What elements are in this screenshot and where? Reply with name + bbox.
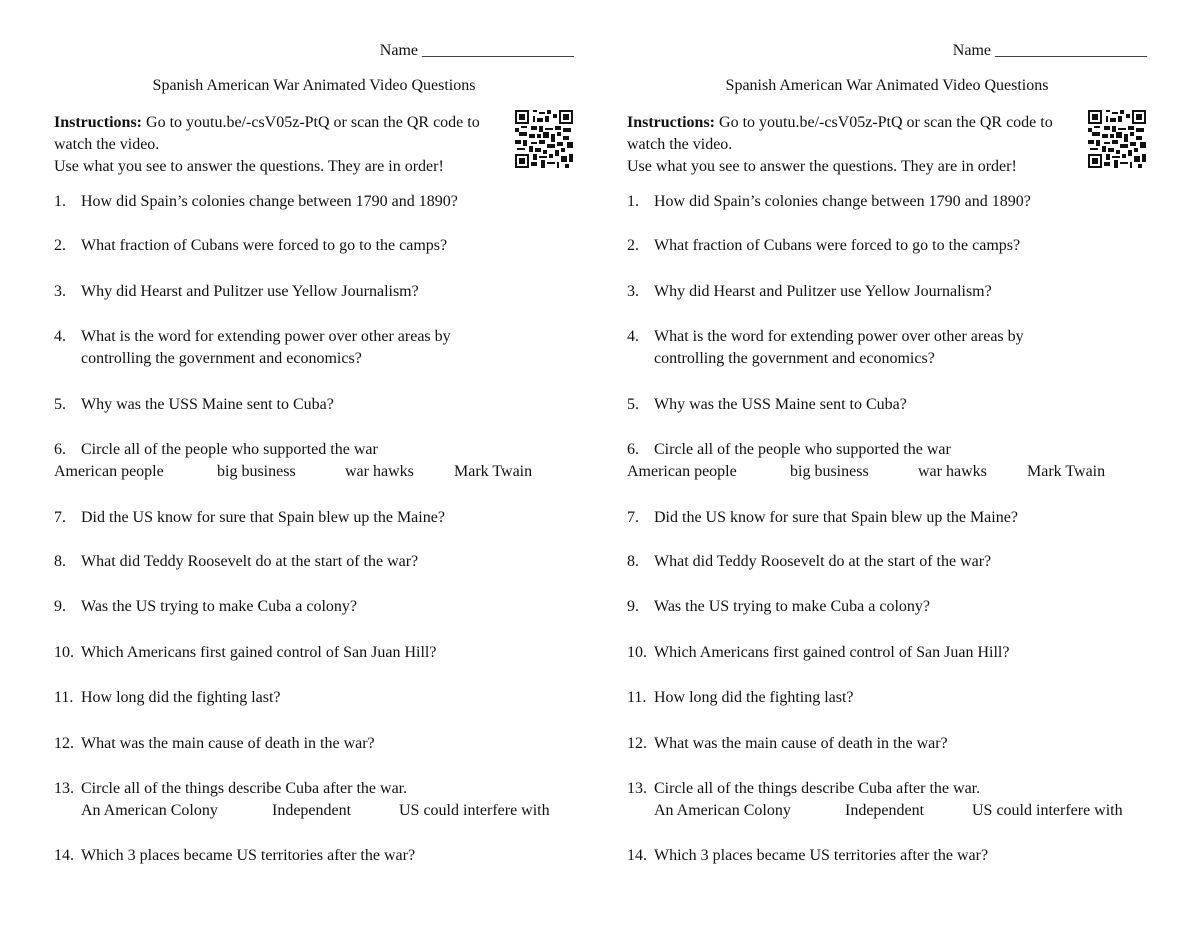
question-text: Which 3 places became US territories after the war? xyxy=(81,847,416,864)
question-text: What did Teddy Roosevelt do at the start of the war? xyxy=(654,553,992,570)
question-text: How long did the fighting last? xyxy=(81,689,281,706)
question-text: Did the US know for sure that Spain blew up the Maine? xyxy=(654,509,1018,526)
choice: US could interfere with xyxy=(972,802,1123,819)
instructions-text: Go to youtu.be/-csV05z-PtQ or scan the QR code to watch the video. xyxy=(54,114,480,153)
question-10 xyxy=(54,642,584,664)
name-line: Name ___________________ xyxy=(952,42,1147,59)
question-number: 13. xyxy=(627,780,647,797)
question-number: 1. xyxy=(54,193,66,210)
question-number: 7. xyxy=(54,509,66,526)
question-1 xyxy=(627,191,1157,213)
question-text: Which Americans first gained control of San Juan Hill? xyxy=(654,644,1010,661)
question-6 xyxy=(627,439,1157,461)
choice: An American Colony xyxy=(654,802,791,819)
question-4 xyxy=(627,326,1157,370)
question-number: 10. xyxy=(54,644,74,661)
choice: An American Colony xyxy=(81,802,218,819)
choice: war hawks xyxy=(918,463,987,480)
question-text: Circle all of the people who supported the war xyxy=(81,441,378,458)
question-number: 11. xyxy=(627,689,647,706)
choice: big business xyxy=(217,463,296,480)
question-text: What is the word for extending power over other areas by xyxy=(81,328,451,345)
choice: Mark Twain xyxy=(1027,463,1106,480)
question-3 xyxy=(627,281,1157,303)
question-text: Did the US know for sure that Spain blew up the Maine? xyxy=(81,509,445,526)
question-12 xyxy=(627,733,1157,755)
question-2 xyxy=(627,235,1157,257)
question-number: 5. xyxy=(627,396,639,413)
question-text: Why was the USS Maine sent to Cuba? xyxy=(654,396,907,413)
question-14 xyxy=(54,845,584,867)
question-text: Was the US trying to make Cuba a colony? xyxy=(81,598,357,615)
page-title: Spanish American War Animated Video Questions xyxy=(152,77,476,94)
question-4 xyxy=(54,326,584,370)
question-text: What did Teddy Roosevelt do at the start of the war? xyxy=(81,553,419,570)
question-9 xyxy=(627,596,1157,618)
question-7 xyxy=(54,507,584,529)
choice: American people xyxy=(627,463,737,480)
choice: Independent xyxy=(272,802,352,819)
name-line: Name ___________________ xyxy=(379,42,574,59)
choice: American people xyxy=(54,463,164,480)
question-text: Was the US trying to make Cuba a colony? xyxy=(654,598,930,615)
question-number: 3. xyxy=(627,283,639,300)
page-title: Spanish American War Animated Video Questions xyxy=(725,77,1049,94)
instructions-label: Instructions: xyxy=(54,114,143,131)
choice: war hawks xyxy=(345,463,414,480)
instructions-text: Go to youtu.be/-csV05z-PtQ or scan the QR code to watch the video. xyxy=(627,114,1053,153)
instructions-line2: Use what you see to answer the questions. They are in order! xyxy=(627,158,1017,175)
question-number: 14. xyxy=(54,847,74,864)
question-8 xyxy=(627,551,1157,573)
question-number: 5. xyxy=(54,396,66,413)
instructions xyxy=(54,112,504,178)
question-text: How did Spain’s colonies change between 1790 and 1890? xyxy=(654,193,1031,210)
question-text: Which 3 places became US territories after the war? xyxy=(654,847,989,864)
question-number: 12. xyxy=(627,735,647,752)
question-number: 11. xyxy=(54,689,74,706)
question-7 xyxy=(627,507,1157,529)
worksheet-right xyxy=(627,0,1157,927)
question-11 xyxy=(54,687,584,709)
question-text: What is the word for extending power over other areas by xyxy=(654,328,1024,345)
question-text: How did Spain’s colonies change between 1790 and 1890? xyxy=(81,193,458,210)
question-number: 6. xyxy=(627,441,639,458)
question-1 xyxy=(54,191,584,213)
question-number: 3. xyxy=(54,283,66,300)
question-number: 6. xyxy=(54,441,66,458)
qr-code-icon xyxy=(515,110,573,168)
question-text: Why did Hearst and Pulitzer use Yellow Journalism? xyxy=(81,283,419,300)
question-number: 14. xyxy=(627,847,647,864)
question-9 xyxy=(54,596,584,618)
instructions xyxy=(627,112,1077,178)
question-2 xyxy=(54,235,584,257)
question-number: 7. xyxy=(627,509,639,526)
question-text: Which Americans first gained control of San Juan Hill? xyxy=(81,644,437,661)
question-number: 8. xyxy=(54,553,66,570)
question-text: What fraction of Cubans were forced to go to the camps? xyxy=(81,237,448,254)
choice: Mark Twain xyxy=(454,463,533,480)
question-13 xyxy=(54,778,584,800)
choice: US could interfere with xyxy=(399,802,550,819)
question-12 xyxy=(54,733,584,755)
question-number: 9. xyxy=(54,598,66,615)
instructions-label: Instructions: xyxy=(627,114,716,131)
question-number: 12. xyxy=(54,735,74,752)
question-13 xyxy=(627,778,1157,800)
question-number: 2. xyxy=(54,237,66,254)
question-text: Circle all of the things describe Cuba after the war. xyxy=(81,780,408,797)
question-text: What was the main cause of death in the war? xyxy=(81,735,375,752)
question-text: Circle all of the things describe Cuba after the war. xyxy=(654,780,981,797)
question-3 xyxy=(54,281,584,303)
question-text: Why did Hearst and Pulitzer use Yellow Journalism? xyxy=(654,283,992,300)
question-text: What was the main cause of death in the war? xyxy=(654,735,948,752)
question-text: What fraction of Cubans were forced to go to the camps? xyxy=(654,237,1021,254)
question-5 xyxy=(54,394,584,416)
question-text-continued: controlling the government and economics? xyxy=(81,350,362,367)
question-11 xyxy=(627,687,1157,709)
choice: Independent xyxy=(845,802,925,819)
question-8 xyxy=(54,551,584,573)
question-10 xyxy=(627,642,1157,664)
question-14 xyxy=(627,845,1157,867)
question-number: 4. xyxy=(54,328,66,345)
worksheet-left xyxy=(54,0,584,927)
question-number: 8. xyxy=(627,553,639,570)
question-number: 9. xyxy=(627,598,639,615)
question-5 xyxy=(627,394,1157,416)
question-number: 10. xyxy=(627,644,647,661)
question-6 xyxy=(54,439,584,461)
question-text-continued: controlling the government and economics? xyxy=(654,350,935,367)
choice: big business xyxy=(790,463,869,480)
question-text: Circle all of the people who supported the war xyxy=(654,441,951,458)
qr-code-icon xyxy=(1088,110,1146,168)
question-number: 13. xyxy=(54,780,74,797)
question-number: 1. xyxy=(627,193,639,210)
question-text: How long did the fighting last? xyxy=(654,689,854,706)
question-text: Why was the USS Maine sent to Cuba? xyxy=(81,396,334,413)
question-number: 2. xyxy=(627,237,639,254)
instructions-line2: Use what you see to answer the questions. They are in order! xyxy=(54,158,444,175)
question-number: 4. xyxy=(627,328,639,345)
